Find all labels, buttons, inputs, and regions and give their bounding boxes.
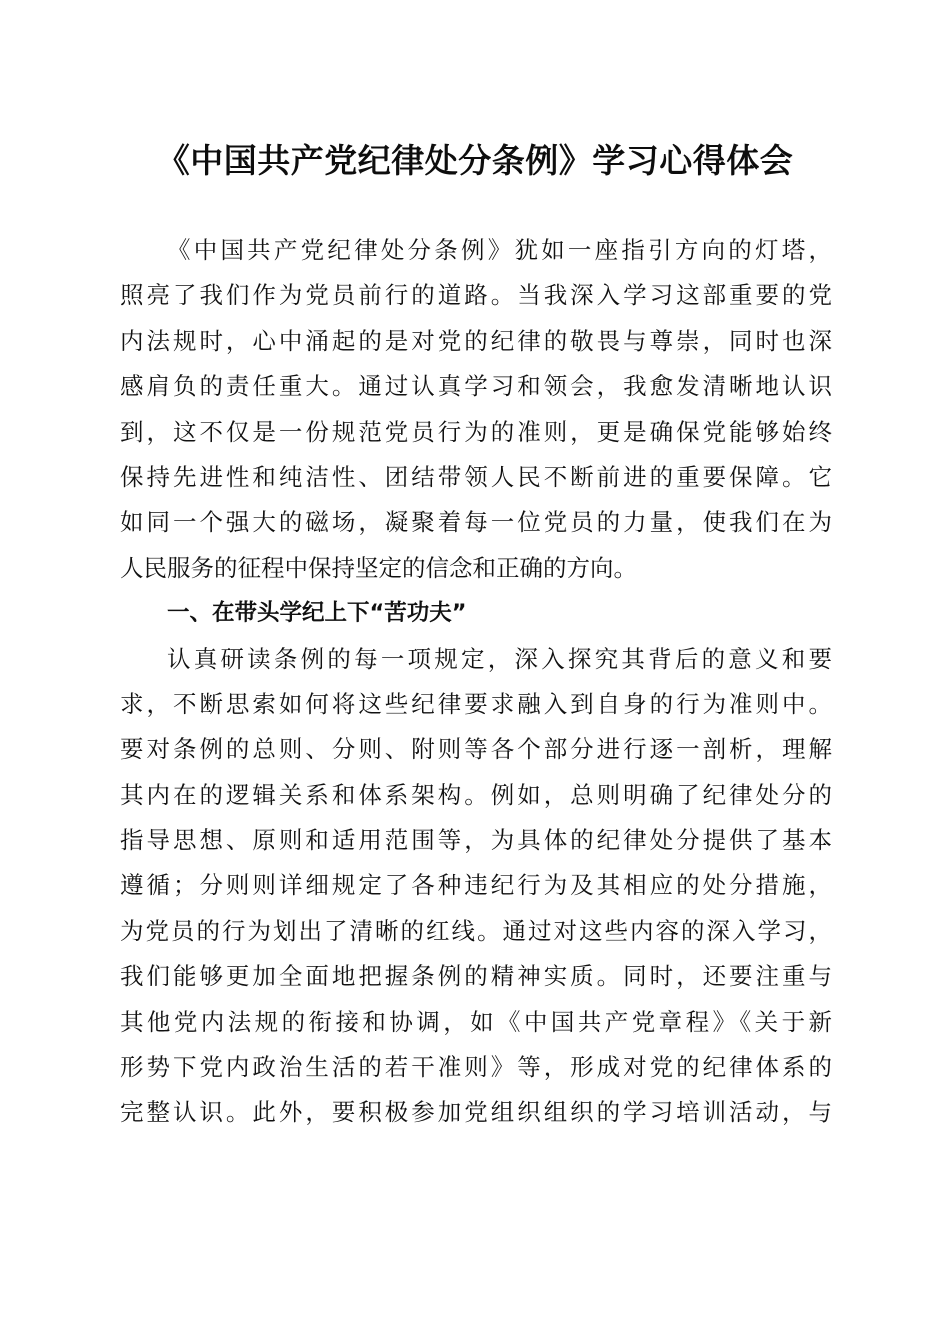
paragraph-2-line-1: 认真研读条例的每一项规定，深入探究其背后的意义和要 bbox=[167, 644, 832, 673]
document-body bbox=[120, 228, 832, 1136]
paragraph-2-line-4: 其内在的逻辑关系和体系架构。例如，总则明确了纪律处分的 bbox=[120, 780, 832, 809]
paragraph-2-line-3: 要对条例的总则、分则、附则等各个部分进行逐一剖析，理解 bbox=[120, 735, 832, 764]
paragraph-1-line-5: 到，这不仅是一份规范党员行为的准则，更是确保党能够始终 bbox=[120, 417, 832, 446]
paragraph-2-line-5: 指导思想、原则和适用范围等，为具体的纪律处分提供了基本 bbox=[120, 826, 832, 855]
paragraph-1-line-4: 感肩负的责任重大。通过认真学习和领会，我愈发清晰地认识 bbox=[120, 372, 832, 401]
paragraph-2-line-7: 为党员的行为划出了清晰的红线。通过对这些内容的深入学习， bbox=[120, 916, 832, 945]
paragraph-2-line-10: 形势下党内政治生活的若干准则》等，形成对党的纪律体系的 bbox=[120, 1053, 832, 1082]
paragraph-2-line-6: 遵循；分则则详细规定了各种违纪行为及其相应的处分措施， bbox=[120, 871, 832, 900]
paragraph-1-line-2: 照亮了我们作为党员前行的道路。当我深入学习这部重要的党 bbox=[120, 281, 832, 310]
paragraph-1-line-3: 内法规时，心中涌起的是对党的纪律的敬畏与尊崇，同时也深 bbox=[120, 326, 832, 355]
paragraph-2-line-11: 完整认识。此外，要积极参加党组织组织的学习培训活动，与 bbox=[120, 1098, 832, 1127]
paragraph-2-line-2: 求，不断思索如何将这些纪律要求融入到自身的行为准则中。 bbox=[120, 689, 832, 718]
paragraph-2-line-9: 其他党内法规的衔接和协调，如《中国共产党章程》《关于新 bbox=[120, 1007, 832, 1036]
paragraph-1-line-7: 如同一个强大的磁场，凝聚着每一位党员的力量，使我们在为 bbox=[120, 508, 832, 537]
document-title: 《中国共产党纪律处分条例》学习心得体会 bbox=[156, 141, 794, 180]
section-heading-1: 一、在带头学纪上下“苦功夫” bbox=[167, 600, 467, 627]
paragraph-1-line-6: 保持先进性和纯洁性、团结带领人民不断前进的重要保障。它 bbox=[120, 462, 832, 491]
paragraph-1-line-1: 《中国共产党纪律处分条例》犹如一座指引方向的灯塔， bbox=[167, 236, 832, 264]
paragraph-1-line-8: 人民服务的征程中保持坚定的信念和正确的方向。 bbox=[120, 553, 637, 582]
paragraph-2-line-8: 我们能够更加全面地把握条例的精神实质。同时，还要注重与 bbox=[120, 962, 832, 991]
